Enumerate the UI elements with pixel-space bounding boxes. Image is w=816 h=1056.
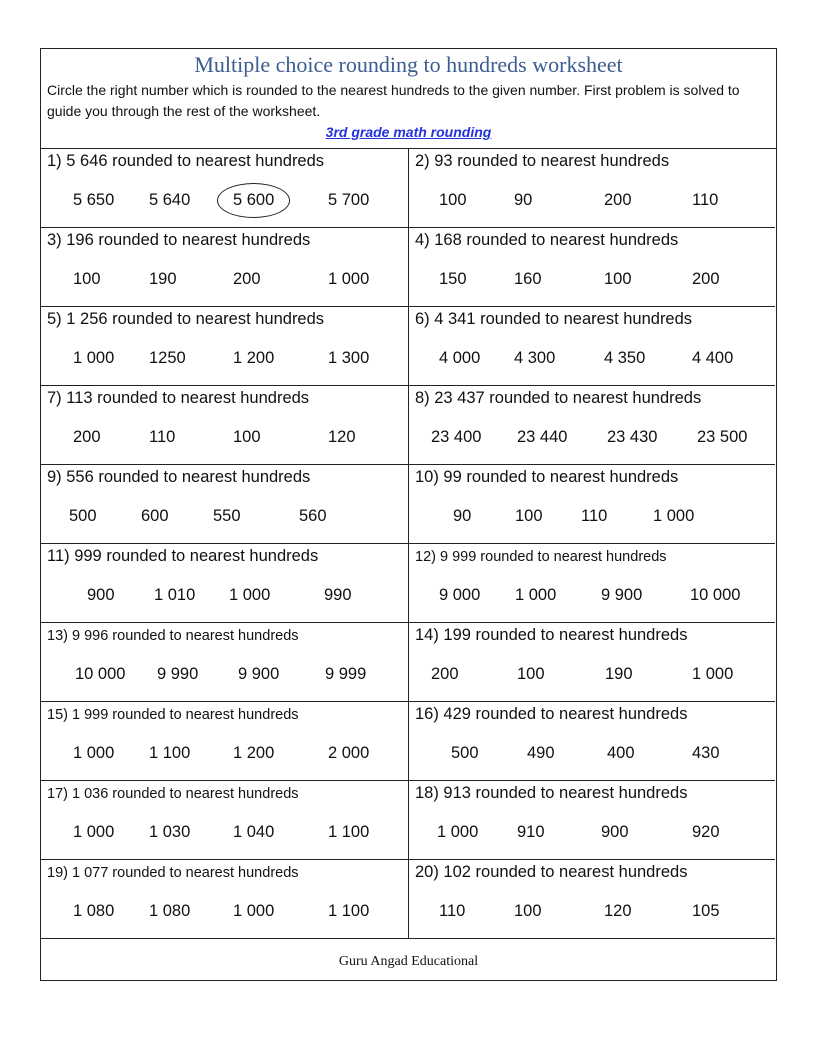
answer-option[interactable]: 200	[73, 428, 101, 446]
answer-option[interactable]: 90	[514, 191, 533, 209]
problem-19	[41, 860, 409, 939]
answer-option[interactable]: 150	[439, 270, 467, 288]
problem-question: 16) 429 rounded to nearest hundreds	[415, 705, 688, 723]
answer-option[interactable]: 23 400	[431, 428, 482, 446]
answer-option[interactable]: 560	[299, 507, 327, 525]
problem-10	[409, 465, 775, 544]
answer-option[interactable]: 1 300	[328, 349, 370, 367]
problem-question: 15) 1 999 rounded to nearest hundreds	[47, 707, 299, 723]
worksheet-header	[41, 49, 776, 149]
answer-option[interactable]: 190	[605, 665, 633, 683]
answer-options	[41, 823, 408, 847]
answer-option[interactable]: 5 700	[328, 191, 370, 209]
answer-option[interactable]: 900	[601, 823, 629, 841]
answer-option[interactable]: 600	[141, 507, 169, 525]
problem-14	[409, 623, 775, 702]
problem-17	[41, 781, 409, 860]
problem-question: 11) 999 rounded to nearest hundreds	[47, 547, 319, 565]
answer-option[interactable]: 110	[439, 902, 466, 920]
answer-option[interactable]: 910	[517, 823, 545, 841]
answer-option[interactable]: 5 650	[73, 191, 115, 209]
answer-option[interactable]: 4 300	[514, 349, 556, 367]
answer-option[interactable]: 200	[604, 191, 632, 209]
problem-20	[409, 860, 775, 939]
answer-options	[41, 744, 408, 768]
answer-options	[409, 191, 775, 215]
footer-publisher: Guru Angad Educational	[338, 954, 479, 969]
answer-option[interactable]: 900	[87, 586, 115, 604]
answer-option[interactable]: 4 350	[604, 349, 646, 367]
answer-option[interactable]: 9 900	[601, 586, 643, 604]
problem-question: 10) 99 rounded to nearest hundreds	[415, 468, 679, 486]
answer-option[interactable]: 160	[514, 270, 542, 288]
problem-question: 5) 1 256 rounded to nearest hundreds	[47, 310, 325, 328]
problem-9	[41, 465, 409, 544]
answer-option[interactable]: 200	[233, 270, 261, 288]
answer-option[interactable]: 500	[451, 744, 479, 762]
answer-options	[41, 902, 408, 926]
answer-option[interactable]: 1 040	[233, 823, 275, 841]
answer-options	[409, 902, 775, 926]
problem-question: 13) 9 996 rounded to nearest hundreds	[47, 628, 299, 644]
answer-option[interactable]: 1 000	[229, 586, 271, 604]
problem-18	[409, 781, 775, 860]
answer-options	[41, 270, 408, 294]
grade-link[interactable]: 3rd grade math rounding	[325, 124, 492, 140]
problem-7	[41, 386, 409, 465]
answer-options	[41, 586, 408, 610]
problem-8	[409, 386, 775, 465]
answer-options	[409, 507, 775, 531]
answer-option[interactable]: 23 430	[607, 428, 658, 446]
answer-option[interactable]: 200	[692, 270, 720, 288]
answer-options	[409, 823, 775, 847]
answer-option[interactable]: 1 000	[692, 665, 734, 683]
answer-option[interactable]: 1 010	[154, 586, 196, 604]
answer-option[interactable]: 23 500	[697, 428, 748, 446]
answer-option[interactable]: 490	[527, 744, 555, 762]
answer-option[interactable]: 10 000	[75, 665, 126, 683]
answer-option[interactable]: 1 000	[653, 507, 695, 525]
answer-option[interactable]: 110	[581, 507, 608, 525]
answer-options	[41, 191, 408, 215]
problem-question: 14) 199 rounded to nearest hundreds	[415, 626, 688, 644]
answer-option[interactable]: 100	[604, 270, 632, 288]
answer-option[interactable]: 1 080	[149, 902, 191, 920]
answer-options	[41, 507, 408, 531]
answer-option[interactable]: 9 900	[238, 665, 280, 683]
answer-option[interactable]: 2 000	[328, 744, 370, 762]
answer-option[interactable]: 23 440	[517, 428, 568, 446]
answer-option[interactable]: 100	[517, 665, 545, 683]
problem-question: 6) 4 341 rounded to nearest hundreds	[415, 310, 693, 328]
answer-option[interactable]: 1 000	[328, 270, 370, 288]
answer-option[interactable]: 550	[213, 507, 241, 525]
problem-question: 8) 23 437 rounded to nearest hundreds	[415, 389, 702, 407]
answer-options	[409, 744, 775, 768]
instructions: Circle the right number which is rounded to the nearest hundreds to the given number. First problem is solved to guide you through the rest of the worksheet.	[47, 82, 740, 119]
answer-option[interactable]: 1250	[149, 349, 186, 367]
problem-question: 18) 913 rounded to nearest hundreds	[415, 784, 688, 802]
answer-option[interactable]: 200	[431, 665, 459, 683]
answer-option[interactable]: 100	[439, 191, 467, 209]
problem-16	[409, 702, 775, 781]
answer-option[interactable]: 400	[607, 744, 635, 762]
answer-option[interactable]: 120	[604, 902, 632, 920]
answer-option[interactable]: 190	[149, 270, 177, 288]
problem-question: 3) 196 rounded to nearest hundreds	[47, 231, 311, 249]
answer-option[interactable]: 9 999	[325, 665, 367, 683]
problem-question: 12) 9 999 rounded to nearest hundreds	[415, 549, 667, 565]
problems-grid	[41, 149, 776, 939]
problem-2	[409, 149, 775, 228]
answer-option[interactable]: 1 000	[515, 586, 557, 604]
worksheet	[40, 48, 777, 981]
answer-option[interactable]: 105	[692, 902, 720, 920]
answer-option-circled[interactable]: 5 600	[233, 191, 275, 209]
problem-13	[41, 623, 409, 702]
answer-options	[41, 428, 408, 452]
answer-option[interactable]: 120	[328, 428, 356, 446]
answer-option[interactable]: 1 200	[233, 744, 275, 762]
answer-options	[41, 665, 408, 689]
answer-option[interactable]: 1 100	[328, 902, 370, 920]
answer-option[interactable]: 1 100	[328, 823, 370, 841]
problem-11	[41, 544, 409, 623]
worksheet-title: Multiple choice rounding to hundreds worksheet	[194, 52, 623, 77]
answer-option[interactable]: 500	[69, 507, 97, 525]
problem-question: 7) 113 rounded to nearest hundreds	[47, 389, 310, 407]
answer-option[interactable]: 5 640	[149, 191, 191, 209]
answer-option[interactable]: 100	[515, 507, 543, 525]
answer-option[interactable]: 90	[453, 507, 472, 525]
answer-option[interactable]: 920	[692, 823, 720, 841]
answer-options	[409, 349, 775, 373]
answer-option[interactable]: 1 080	[73, 902, 115, 920]
answer-options	[41, 349, 408, 373]
problem-6	[409, 307, 775, 386]
answer-option[interactable]: 100	[73, 270, 101, 288]
answer-option[interactable]: 100	[514, 902, 542, 920]
problem-question: 1) 5 646 rounded to nearest hundreds	[47, 152, 325, 170]
answer-options	[409, 270, 775, 294]
problem-1	[41, 149, 409, 228]
answer-option[interactable]: 1 030	[149, 823, 191, 841]
answer-option[interactable]: 9 990	[157, 665, 199, 683]
answer-option[interactable]: 110	[149, 428, 176, 446]
answer-option[interactable]: 100	[233, 428, 261, 446]
problem-5	[41, 307, 409, 386]
problem-3	[41, 228, 409, 307]
answer-option[interactable]: 1 000	[73, 744, 115, 762]
problem-12	[409, 544, 775, 623]
answer-option[interactable]: 4 400	[692, 349, 734, 367]
answer-option[interactable]: 4 000	[439, 349, 481, 367]
answer-option[interactable]: 110	[692, 191, 719, 209]
answer-options	[409, 665, 775, 689]
answer-option[interactable]: 1 000	[73, 823, 115, 841]
problem-question: 4) 168 rounded to nearest hundreds	[415, 231, 679, 249]
answer-options	[409, 428, 775, 452]
answer-option[interactable]: 1 200	[233, 349, 275, 367]
answer-option[interactable]: 1 000	[73, 349, 115, 367]
answer-option[interactable]: 10 000	[690, 586, 741, 604]
answer-option[interactable]: 1 000	[233, 902, 275, 920]
answer-option[interactable]: 430	[692, 744, 720, 762]
problem-15	[41, 702, 409, 781]
problem-question: 2) 93 rounded to nearest hundreds	[415, 152, 670, 170]
answer-option[interactable]: 9 000	[439, 586, 481, 604]
answer-option[interactable]: 1 100	[149, 744, 191, 762]
problem-question: 19) 1 077 rounded to nearest hundreds	[47, 865, 299, 881]
problem-4	[409, 228, 775, 307]
problem-question: 9) 556 rounded to nearest hundreds	[47, 468, 311, 486]
problem-question: 17) 1 036 rounded to nearest hundreds	[47, 786, 299, 802]
answer-option[interactable]: 990	[324, 586, 352, 604]
problem-question: 20) 102 rounded to nearest hundreds	[415, 863, 688, 881]
answer-options	[409, 586, 775, 610]
answer-option[interactable]: 1 000	[437, 823, 479, 841]
